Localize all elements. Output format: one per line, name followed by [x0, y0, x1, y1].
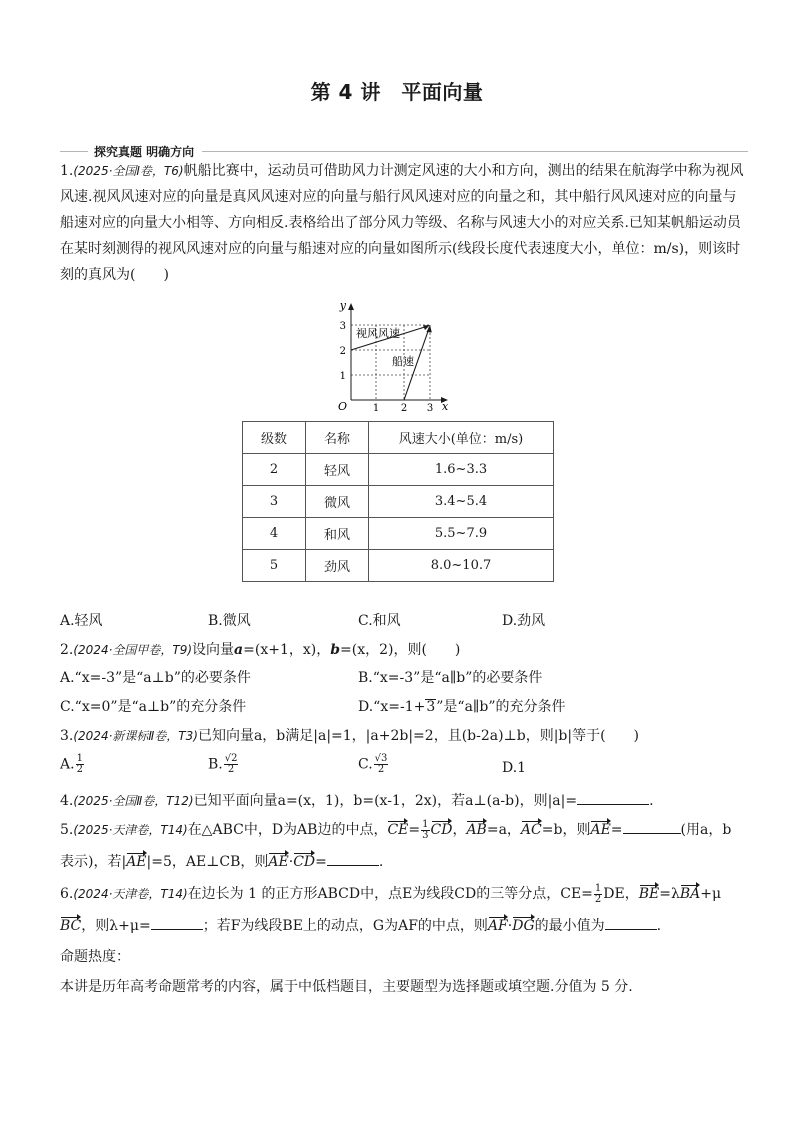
q1-option-a[interactable]: A.轻风 [60, 613, 103, 629]
q4-source: (2025·全国Ⅱ卷，T12) [73, 794, 194, 808]
table-cell: 8.0~10.7 [369, 550, 554, 582]
q3-option-a-label: A. [60, 756, 75, 773]
wind-level-table [242, 421, 554, 582]
apparent-wind-label: 视风风速 [356, 327, 400, 340]
table-row [243, 550, 554, 582]
fraction-num: √2 [224, 753, 238, 764]
table-cell: 4 [243, 518, 306, 550]
answer-blank[interactable] [577, 790, 649, 805]
q2-stem-a: 设向量 [192, 642, 235, 658]
table-cell: 轻风 [306, 454, 369, 486]
answer-blank[interactable] [623, 819, 681, 834]
boat-speed-label: 船速 [392, 355, 414, 368]
section-heading: 探究真题 明确方向 [88, 143, 200, 160]
q5-number: 5. [60, 822, 74, 838]
table-cell: 和风 [306, 518, 369, 550]
fraction-den: 2 [76, 764, 83, 775]
q2-stem-c: =(x，2)，则( ) [340, 642, 461, 658]
q6-number: 6. [60, 886, 74, 902]
q3-option-d[interactable]: D.1 [502, 760, 527, 776]
q5-text: (用a，b [680, 822, 732, 838]
table-row [243, 518, 554, 550]
q2-number: 2. [60, 642, 74, 658]
q2-option-b[interactable]: B.“x=-3”是“a∥b”的必要条件 [358, 670, 543, 686]
q3-option-a[interactable] [60, 754, 85, 775]
q2-option-c[interactable]: C.“x=0”是“a⊥b”的充分条件 [60, 699, 247, 715]
q5-text: = [610, 822, 623, 838]
heat-label: 命题热度： [60, 949, 130, 965]
y-tick-3: 3 [339, 321, 346, 332]
q1-vector-graph [320, 297, 460, 413]
question-6-line-1 [60, 882, 721, 905]
y-tick-1: 1 [339, 371, 346, 382]
fraction [374, 754, 389, 775]
q2-option-d-post: ”是“a∥b”的充分条件 [436, 699, 566, 715]
table-cell: 2 [243, 454, 306, 486]
vector-ae: AE [268, 850, 288, 870]
q6-text: ；若F为线段BE上的动点，G为AF的中点，则 [202, 918, 488, 934]
x-axis-label: x [442, 400, 449, 413]
origin-label: O [337, 400, 347, 413]
table-cell: 1.6~3.3 [369, 454, 554, 486]
q3-option-b-label: B. [208, 756, 223, 773]
q3-source: (2024·新课标Ⅱ卷，T3) [73, 729, 198, 743]
dot-operator: · [288, 854, 294, 870]
q2-option-a[interactable]: A.“x=-3”是“a⊥b”的必要条件 [60, 670, 251, 686]
question-4: 4.(2025·全国Ⅱ卷，T12)已知平面向量a=(x，1)，b=(x-1，2x)，若a⊥(a-b)，则|a|= . [60, 790, 654, 810]
question-5-line-2: 表示)，若|AE|=5，AE⊥CB，则AE·CD= . [60, 850, 383, 871]
x-tick-1: 1 [372, 403, 380, 413]
vector-ce: CE [387, 818, 408, 838]
table-cell: 5.5~7.9 [369, 518, 554, 550]
table-cell: 3 [243, 486, 306, 518]
heat-text: 本讲是历年高考命题常考的内容，属于中低档题目，主要题型为选择题或填空题.分值为 5 分. [60, 979, 633, 995]
answer-blank[interactable] [327, 851, 379, 866]
q2-stem-b: =(x+1，x)， [243, 642, 331, 658]
table-row [243, 486, 554, 518]
y-axis-label: y [339, 299, 346, 312]
fraction-num: √3 [374, 753, 388, 764]
answer-blank[interactable] [605, 915, 657, 930]
vector-dg: DG [512, 914, 534, 934]
equals: = [408, 822, 421, 838]
q1-option-d[interactable]: D.劲风 [502, 613, 546, 629]
table-cell: 5 [243, 550, 306, 582]
vector-cd: CD [293, 850, 315, 870]
q1-option-b[interactable]: B.微风 [208, 613, 251, 629]
fraction-den: 2 [227, 764, 235, 775]
vector-ae: AE [126, 850, 146, 870]
table-cell: 微风 [306, 486, 369, 518]
fraction-den: 2 [377, 764, 385, 775]
q2-option-d-pre: D.“x=-1+ [358, 699, 426, 715]
fraction-den: 3 [422, 829, 429, 841]
q5-text: 在△ABC中，D为AB边的中点， [187, 822, 388, 838]
table-cell: 3.4~5.4 [369, 486, 554, 518]
sqrt-radicand: 3 [426, 699, 436, 715]
fraction-num: 1 [76, 753, 83, 764]
table-header: 风速大小(单位：m/s) [369, 422, 554, 454]
fraction [421, 820, 429, 841]
fraction [224, 754, 239, 775]
question-6-line-2: BC，则λ+μ= ；若F为线段BE上的动点，G为AF的中点，则AF·DG的最小值为 . [60, 914, 661, 935]
table-header-row [243, 422, 554, 454]
fraction-num: 1 [594, 882, 602, 894]
question-3 [60, 725, 639, 745]
q2-source: (2024·全国甲卷，T9) [73, 643, 193, 657]
q2-option-d[interactable] [358, 696, 566, 716]
x-tick-2: 2 [400, 403, 408, 413]
vector-ab: AB [466, 818, 486, 838]
section-divider-right [202, 151, 748, 152]
fraction [594, 884, 602, 905]
q5-text: =a， [486, 822, 521, 838]
q4-number: 4. [60, 793, 74, 809]
q6-source: (2024·天津卷，T14) [73, 887, 188, 901]
q4-text: 已知平面向量a=(x，1)，b=(x-1，2x)，若a⊥(a-b)，则|a|= [193, 793, 578, 809]
q3-number: 3. [60, 728, 74, 744]
question-1 [60, 158, 748, 288]
q3-option-b[interactable] [208, 754, 239, 775]
q6-text: =λ [659, 886, 680, 902]
answer-blank[interactable] [151, 915, 203, 930]
q6-text: ，则λ+μ= [81, 918, 151, 934]
q1-number: 1. [60, 163, 74, 179]
x-tick-3: 3 [426, 403, 434, 413]
vector-ac: AC [521, 818, 542, 838]
vector-cd: CD [431, 818, 453, 838]
q6-text: DE， [603, 886, 639, 902]
q1-text: 帆船比赛中，运动员可借助风力计测定风速的大小和方向，测出的结果在航海学中称为视风风速.视风风速对应的向量是真风风速对应的向量与船行风风速对应的向量之和，其中船行风风速对应的向量与船速对应的向量大小相等、方向相反.表格给出了部分风力等级、名称与风速大小的对应关系.已知某帆船运动员在某时刻测得的视风风速对应的向量与船速对应的向量如图所示(线段长度代表速度大小，单位：m/s)，则该时刻的真风为( ) [60, 163, 744, 283]
q3-option-c[interactable] [358, 754, 389, 775]
q3-option-c-label: C. [358, 756, 373, 773]
question-2 [60, 639, 460, 659]
vector-af: AF [488, 914, 508, 934]
vector-be: BE [639, 882, 660, 902]
table-header: 名称 [306, 422, 369, 454]
fraction [76, 754, 84, 775]
vector-ae: AE [590, 818, 610, 838]
page-title: 第 4 讲 平面向量 [310, 80, 484, 104]
q6-text: +μ [700, 886, 722, 902]
table-header: 级数 [243, 422, 306, 454]
q6-text: 在边长为 1 的正方形ABCD中，点E为线段CD的三等分点，CE= [187, 886, 593, 902]
fraction-den: 2 [594, 893, 602, 905]
q5-text: = [315, 854, 327, 870]
q5-text: ， [452, 822, 467, 838]
y-tick-2: 2 [339, 346, 346, 357]
q1-option-c[interactable]: C.和风 [358, 613, 401, 629]
vector-b: b [330, 642, 341, 658]
fraction-num: 1 [422, 818, 429, 830]
q6-text: 的最小值为 [534, 918, 605, 934]
q5-source: (2025·天津卷，T14) [73, 823, 188, 837]
q3-text: 已知向量a，b满足|a|=1，|a+2b|=2，且(b-2a)⊥b，则|b|等于( ) [197, 728, 640, 744]
q1-source: (2025·全国Ⅰ卷，T6) [73, 164, 184, 178]
q5-text: |=5，AE⊥CB，则 [146, 854, 269, 870]
q5-text: =b，则 [541, 822, 591, 838]
table-row [243, 454, 554, 486]
table-cell: 劲风 [306, 550, 369, 582]
q5-text: 表示)，若| [60, 854, 127, 870]
vector-bc: BC [60, 914, 81, 934]
vector-ba: BA [680, 882, 700, 902]
vector-a: a [234, 642, 244, 658]
question-5-line-1 [60, 818, 731, 841]
section-divider-left [60, 151, 90, 152]
dot-operator: · [507, 918, 513, 934]
